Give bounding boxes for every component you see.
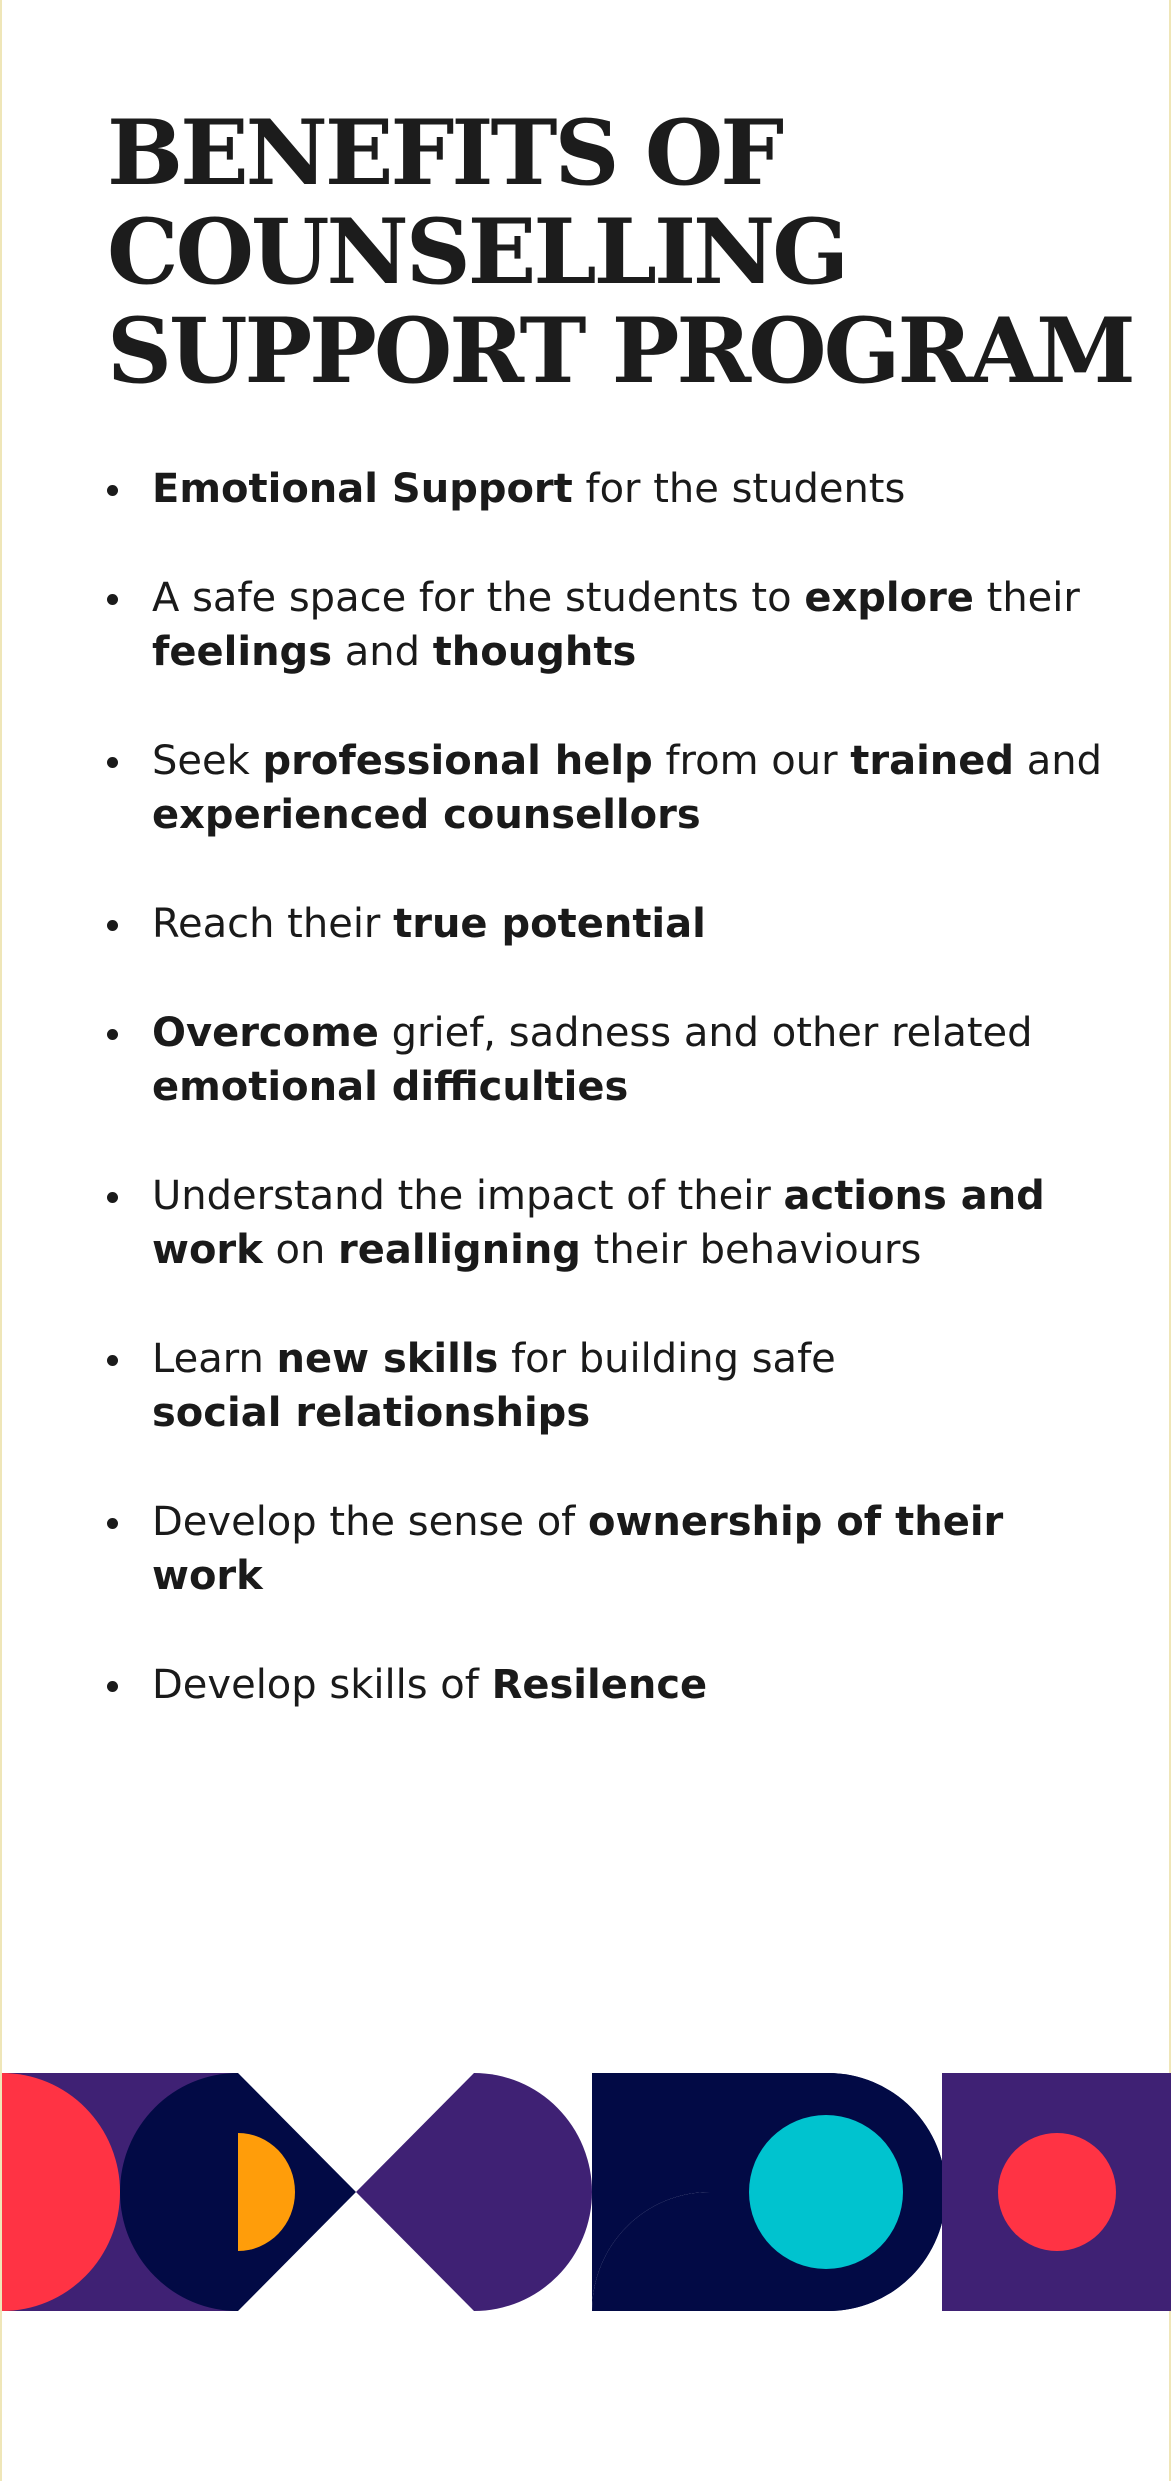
benefit-emphasis: Emotional Support bbox=[152, 466, 573, 512]
benefit-emphasis: Overcome bbox=[152, 1010, 379, 1056]
bullet-dot bbox=[107, 1192, 118, 1203]
benefit-text: and bbox=[332, 629, 433, 675]
benefit-text: on bbox=[262, 1227, 339, 1273]
benefit-text: A safe space for the students to bbox=[152, 575, 805, 621]
tile-4-purple-triangle bbox=[356, 2073, 474, 2311]
bullet-dot bbox=[107, 485, 118, 496]
benefit-text: Learn bbox=[152, 1336, 277, 1382]
benefit-text: and bbox=[1014, 738, 1102, 784]
benefit-emphasis: trained bbox=[850, 738, 1015, 784]
bullet-dot bbox=[107, 594, 118, 605]
benefit-text: Develop skills of bbox=[152, 1662, 492, 1708]
benefit-emphasis: emotional difficulties bbox=[152, 1064, 629, 1110]
benefits-list bbox=[102, 462, 1112, 1767]
tile-5-purple-half-circle bbox=[474, 2073, 592, 2311]
benefit-text: for building safe bbox=[498, 1336, 836, 1382]
benefit-emphasis: true potential bbox=[393, 901, 706, 947]
benefit-emphasis: experienced counsellors bbox=[152, 792, 701, 838]
benefit-item bbox=[102, 1006, 1112, 1114]
benefit-emphasis: realligning bbox=[338, 1227, 581, 1273]
benefit-emphasis: work bbox=[152, 1227, 263, 1273]
benefit-text: from our bbox=[652, 738, 851, 784]
benefit-emphasis: new skills bbox=[276, 1336, 499, 1382]
bullet-dot bbox=[107, 757, 118, 768]
benefit-item bbox=[102, 462, 1112, 516]
benefit-emphasis: feelings bbox=[152, 629, 332, 675]
benefit-emphasis: professional help bbox=[262, 738, 653, 784]
title-line-3: SUPPORT PROGRAM bbox=[107, 298, 1133, 404]
benefit-text: Understand the impact of their bbox=[152, 1173, 784, 1219]
bullet-dot bbox=[107, 1518, 118, 1529]
benefit-emphasis: ownership of their work bbox=[152, 1499, 1004, 1599]
geometric-decoration bbox=[2, 2073, 1171, 2311]
benefit-item bbox=[102, 1658, 1112, 1712]
benefit-item bbox=[102, 1169, 1112, 1277]
benefit-item bbox=[102, 734, 1112, 842]
benefit-text: for the students bbox=[572, 466, 906, 512]
bullet-dot bbox=[107, 920, 118, 931]
bullet-dot bbox=[107, 1681, 118, 1692]
benefit-emphasis: social relationships bbox=[152, 1390, 591, 1436]
title-line-1: BENEFITS OF bbox=[107, 100, 782, 206]
benefit-emphasis: actions and bbox=[783, 1173, 1045, 1219]
title-line-2: COUNSELLING bbox=[107, 199, 847, 305]
benefit-text: Develop the sense of bbox=[152, 1499, 588, 1545]
bullet-dot bbox=[107, 1029, 118, 1040]
tile-9-red-circle bbox=[998, 2133, 1116, 2251]
benefit-item bbox=[102, 571, 1112, 679]
benefit-emphasis: explore bbox=[804, 575, 974, 621]
tile-7-teal-circle bbox=[749, 2115, 903, 2269]
benefit-item bbox=[102, 897, 1112, 951]
benefit-text: their bbox=[973, 575, 1080, 621]
benefit-text: Seek bbox=[152, 738, 263, 784]
benefit-item bbox=[102, 1332, 1112, 1440]
bullet-dot bbox=[107, 1355, 118, 1366]
benefit-emphasis: Resilence bbox=[491, 1662, 708, 1708]
benefit-text: Reach their bbox=[152, 901, 394, 947]
benefit-item bbox=[102, 1495, 1112, 1603]
benefit-text: grief, sadness and other related bbox=[378, 1010, 1033, 1056]
benefit-text: their behaviours bbox=[580, 1227, 922, 1273]
page-title bbox=[107, 100, 1133, 404]
benefit-emphasis: thoughts bbox=[432, 629, 637, 675]
